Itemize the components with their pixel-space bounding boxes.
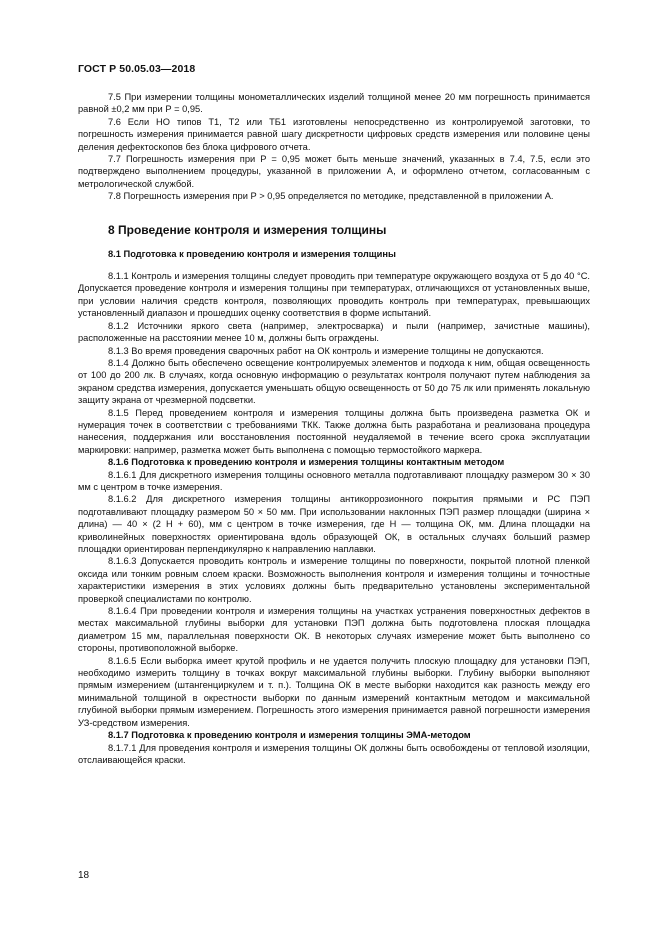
page-body	[78, 91, 590, 766]
paragraph-7-6: 7.6 Если НО типов Т1, Т2 или ТБ1 изготовлены непосредственно из контролируемой заготовки, то погрешность измерения принимается равной шагу дискретности цифровых средств измерения или половине цены деления дефектоскопов без блока цифрового отчета.	[78, 116, 590, 152]
paragraph-8-1-6-3: 8.1.6.3 Допускается проводить контроль и измерение толщины по поверхности, покрытой плотной пленкой оксида или тонким ровным слоем краски. Возможность выполнения контроля и измерения толщины и точностные характеристики измерения в этих условиях должны быть предварительно установлены экспериментальной проверкой специалистами по контролю.	[78, 556, 590, 604]
subsection-8-1-7-heading: 8.1.7 Подготовка к проведению контроля и измерения толщины ЭМА-методом	[108, 730, 471, 741]
paragraph-8-1-7-1: 8.1.7.1 Для проведения контроля и измерения толщины ОК должны быть освобождены от тепловой изоляции, отслаивающейся краски.	[78, 742, 590, 765]
subsection-8-1-6-heading: 8.1.6 Подготовка к проведению контроля и измерения толщины контактным методом	[108, 457, 505, 468]
standard-header: ГОСТ Р 50.05.03—2018	[78, 63, 196, 75]
paragraph-8-1-3: 8.1.3 Во время проведения сварочных работ на ОК контроль и измерение толщины не допускаются.	[108, 345, 544, 356]
paragraph-8-1-1: 8.1.1 Контроль и измерения толщины следует проводить при температуре окружающего воздуха от 5 до 40 °С. Допускается проведение контроля и измерения толщины при температурах, отличающихся от установленных выше, при условии наличия средств контроля, позволяющих проводить контроль при температурах, превышающих установленный диапазон и прошедших оценку соответствия в форме испытаний.	[78, 271, 590, 319]
paragraph-8-1-6-1: 8.1.6.1 Для дискретного измерения толщины основного металла подготавливают площадку размером 30 × 30 мм с центром в точке измерения.	[78, 469, 590, 492]
paragraph-8-1-4: 8.1.4 Должно быть обеспечено освещение контролируемых элементов и подхода к ним, общая освещенность от 100 до 200 лк. В случаях, когда основную информацию о результатах контроля получают путем наблюдения за экраном средства измерения, допускается уменьшать общую освещенность от 50 до 75 лк или применять локальную защиту экрана от чрезмерной подсветки.	[78, 357, 590, 406]
subsection-8-1-heading: 8.1 Подготовка к проведению контроля и измерения толщины	[108, 248, 396, 259]
page-number: 18	[78, 870, 90, 881]
paragraph-8-1-2: 8.1.2 Источники яркого света (например, электросварка) и пыли (например, зачистные машины), расположенные на расстоянии менее 10 м, должны быть ограждены.	[78, 320, 590, 344]
paragraph-8-1-6-2: 8.1.6.2 Для дискретного измерения толщины антикоррозионного покрытия прямыми и РС ПЭП подготавливают площадку размером 50 × 50 мм. При использовании наклонных ПЭП размер площадки (ширина × длина) — 40 × (2 Н + 60), мм с центром в точке измерения, где Н — толщина ОК, мм. Длина площадки на криволинейных поверхностях ориентирована вдоль образующей ОК, в остальных случаях больший размер площадки ориентирован перпендикулярно к направлению наплавки.	[78, 494, 590, 554]
paragraph-7-8: 7.8 Погрешность измерения при Р > 0,95 определяется по методике, представленной в приложении А.	[108, 191, 554, 202]
paragraph-7-7: 7.7 Погрешность измерения при Р = 0,95 может быть меньше значений, указанных в 7.4, 7.5, если это подтверждено выполнением процедуры, указанной в приложении А, и оформлено отчетом, согласованным с метрологической службой.	[78, 154, 590, 189]
section-8-heading: 8 Проведение контроля и измерения толщины	[108, 222, 387, 237]
paragraph-8-1-5: 8.1.5 Перед проведением контроля и измерения толщины должна быть произведена разметка ОК и нумерация точек в соответствии с требованиями ТКК. Также должна быть разработана и реализована процедура нанесения, поддержания или восстановления постоянной неудаляемой в течение всего срока эксплуатации маркировки: например, разметка может быть выполнена с помощью термостойкого маркера.	[78, 407, 590, 455]
paragraph-8-1-6-4: 8.1.6.4 При проведении контроля и измерения толщины на участках устранения поверхностных дефектов в местах максимальной глубины выборки для установки ПЭП должна быть подготовлена плоская площадка диаметром 15 мм, параллельная поверхности ОК. В некоторых случаях измерение может быть выполнено со стороны, противоположной выборке.	[78, 606, 590, 654]
paragraph-7-5: 7.5 При измерении толщины монометаллических изделий толщиной менее 20 мм погрешность принимается равной ±0,2 мм при Р = 0,95.	[78, 92, 590, 115]
paragraph-8-1-6-5: 8.1.6.5 Если выборка имеет крутой профиль и не удается получить плоскую площадку для установки ПЭП, необходимо измерить толщину в точках вокруг максимальной глубины выборки. Глубину выборки выполняют прямым измерением (штангенциркулем и т. п.). Толщина ОК в месте выборки находится как разность между его минимальной толщиной в окрестности выборки по данным измерений контактным методом и максимальной глубиной выборки прямым измерением. Погрешность этого измерения принимается равной погрешности измерения УЗ-средством измерения.	[78, 655, 590, 728]
